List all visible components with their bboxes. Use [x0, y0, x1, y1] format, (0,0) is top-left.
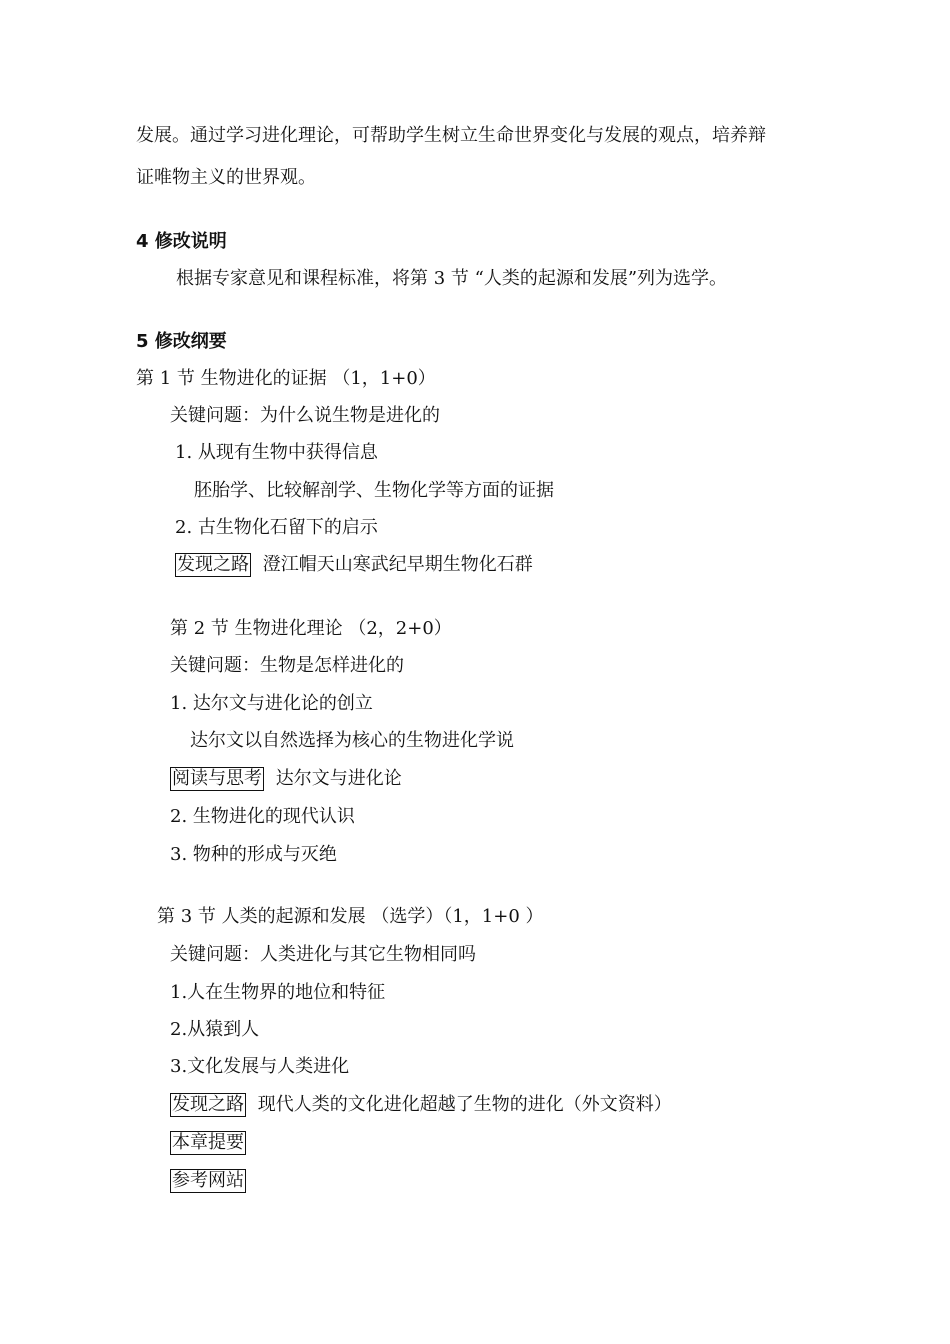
lesson-1-item-1: 1. 从现有生物中获得信息 — [175, 442, 378, 463]
lesson-2-box-row — [170, 767, 402, 791]
lesson-1-key-question: 关键问题：为什么说生物是进化的 — [170, 405, 440, 426]
lesson-1-item-1-sub: 胚胎学、比较解剖学、生物化学等方面的证据 — [194, 480, 554, 501]
lesson-2-key-question: 关键问题：生物是怎样进化的 — [170, 655, 404, 676]
section-5-heading: 5 修改纲要 — [136, 331, 227, 352]
lesson-2-title: 第 2 节 生物进化理论 （2，2+0） — [170, 618, 452, 639]
discovery-box-text-2: 现代人类的文化进化超越了生物的进化（外文资料） — [257, 1094, 672, 1115]
lesson-3-item-2: 2.从猿到人 — [170, 1019, 260, 1040]
chapter-summary-row — [170, 1131, 246, 1155]
lesson-3-key-question: 关键问题：人类进化与其它生物相同吗 — [170, 944, 476, 965]
lesson-2-item-1: 1. 达尔文与进化论的创立 — [170, 693, 373, 714]
section-4-body: 根据专家意见和课程标准，将第 3 节 “人类的起源和发展”列为选学。 — [176, 268, 728, 289]
lesson-3-item-3: 3.文化发展与人类进化 — [170, 1056, 350, 1077]
reading-box-text: 达尔文与进化论 — [275, 768, 402, 789]
reading-box-label: 阅读与思考 — [172, 768, 262, 789]
lesson-3-box-row — [170, 1093, 672, 1117]
reference-websites-row — [170, 1169, 246, 1193]
discovery-box-label-2: 发现之路 — [172, 1094, 244, 1115]
intro-line-1: 发展。通过学习进化理论，可帮助学生树立生命世界变化与发展的观点，培养辩 — [136, 125, 766, 146]
lesson-2-item-2: 2. 生物进化的现代认识 — [170, 806, 355, 827]
intro-line-2: 证唯物主义的世界观。 — [136, 167, 316, 188]
lesson-3-title: 第 3 节 人类的起源和发展 （选学）（1，1+0 ） — [157, 906, 544, 927]
section-4-heading: 4 修改说明 — [136, 231, 227, 252]
chapter-summary-label: 本章提要 — [172, 1132, 244, 1153]
lesson-3-item-1: 1.人在生物界的地位和特征 — [170, 982, 386, 1003]
reference-websites-label: 参考网站 — [172, 1170, 244, 1191]
discovery-box-text: 澄江帽天山寒武纪早期生物化石群 — [262, 554, 533, 575]
lesson-1-box-row — [175, 553, 533, 577]
lesson-2-item-3: 3. 物种的形成与灭绝 — [170, 844, 337, 865]
discovery-box-label: 发现之路 — [177, 554, 249, 575]
lesson-1-title: 第 1 节 生物进化的证据 （1，1+0） — [136, 368, 436, 389]
lesson-1-item-2: 2. 古生物化石留下的启示 — [175, 517, 378, 538]
lesson-2-item-1-sub: 达尔文以自然选择为核心的生物进化学说 — [190, 730, 514, 751]
